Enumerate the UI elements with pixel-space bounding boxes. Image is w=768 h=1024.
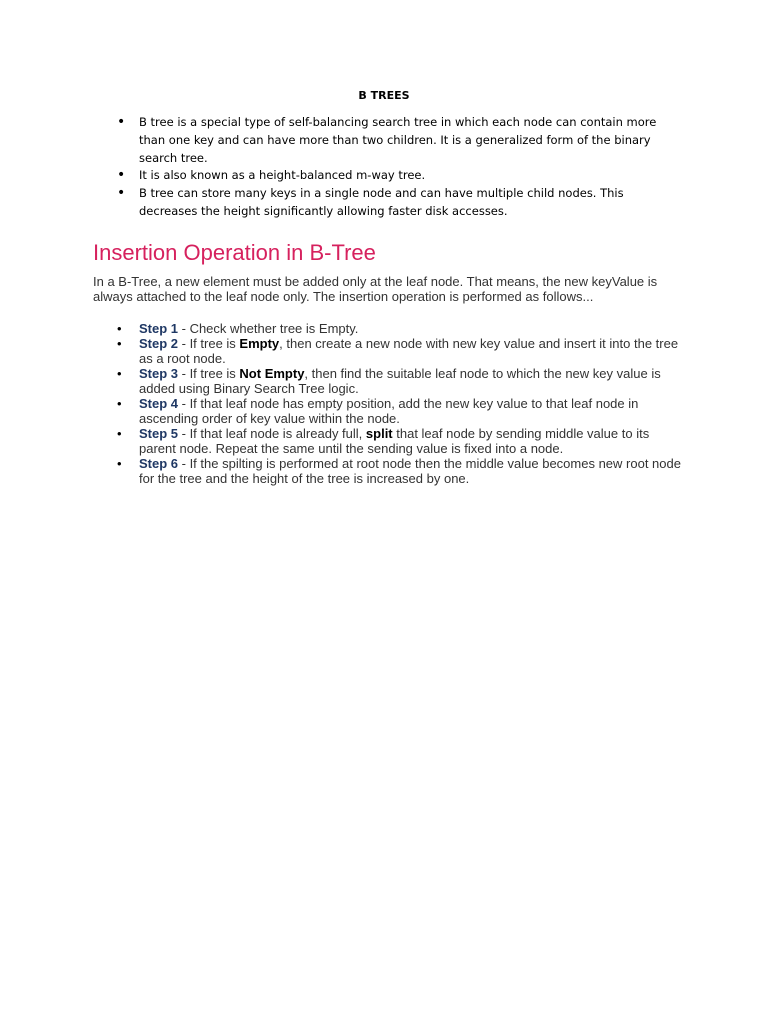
document-title: B TREES: [358, 89, 410, 102]
step-label: Step 2: [139, 336, 179, 351]
step-text-tail: that leaf node by sending middle value to its parent node. Repeat the same until the sending value is fixed into a node.: [139, 426, 650, 456]
step-item: [117, 321, 682, 336]
intro-bullet-list: [117, 114, 657, 221]
step-label: Step 5: [139, 426, 179, 441]
step-text: - If tree is: [178, 336, 240, 351]
step-item: [117, 456, 682, 486]
step-text: - Check whether tree is Empty.: [178, 321, 359, 336]
step-text-tail: , then find the suitable leaf node to which the new key value is added using Binary Search Tree logic.: [139, 366, 661, 396]
step-keyword: Not Empty: [239, 366, 305, 381]
step-label: Step 3: [139, 366, 179, 381]
section-intro-paragraph: In a B-Tree, a new element must be added only at the leaf node. That means, the new keyValue is always attached to the leaf node only. The insertion operation is performed as follows...: [93, 274, 658, 304]
step-label: Step 6: [139, 456, 179, 471]
step-text: - If tree is: [178, 366, 240, 381]
step-text: - If the spilting is performed at root node then the middle value becomes new root node for the tree and the height of the tree is increased by one.: [139, 456, 681, 486]
step-keyword: Empty: [239, 336, 280, 351]
insertion-steps-list: [117, 321, 682, 486]
step-keyword: split: [365, 426, 393, 441]
section-heading: Insertion Operation in B-Tree: [93, 240, 376, 265]
step-item: [117, 396, 682, 426]
step-item: [117, 336, 682, 366]
step-item: [117, 366, 682, 396]
intro-bullet-item: • It is also known as a height-balanced m-way tree.: [117, 167, 657, 185]
step-label: Step 4: [139, 396, 179, 411]
intro-bullet-item: • B tree can store many keys in a single node and can have multiple child nodes. This decreases the height significantly allowing faster disk accesses.: [117, 185, 657, 221]
step-item: [117, 426, 682, 456]
step-label: Step 1: [139, 321, 179, 336]
intro-bullet-item: • B tree is a special type of self-balancing search tree in which each node can contain more than one key and can have more than two children. It is a generalized form of the binary search tree.: [117, 114, 657, 167]
step-text: - If that leaf node is already full,: [178, 426, 366, 441]
step-text: - If that leaf node has empty position, add the new key value to that leaf node in ascending order of key value within the node.: [139, 396, 639, 426]
step-text-tail: , then create a new node with new key value and insert it into the tree as a root node.: [139, 336, 679, 366]
